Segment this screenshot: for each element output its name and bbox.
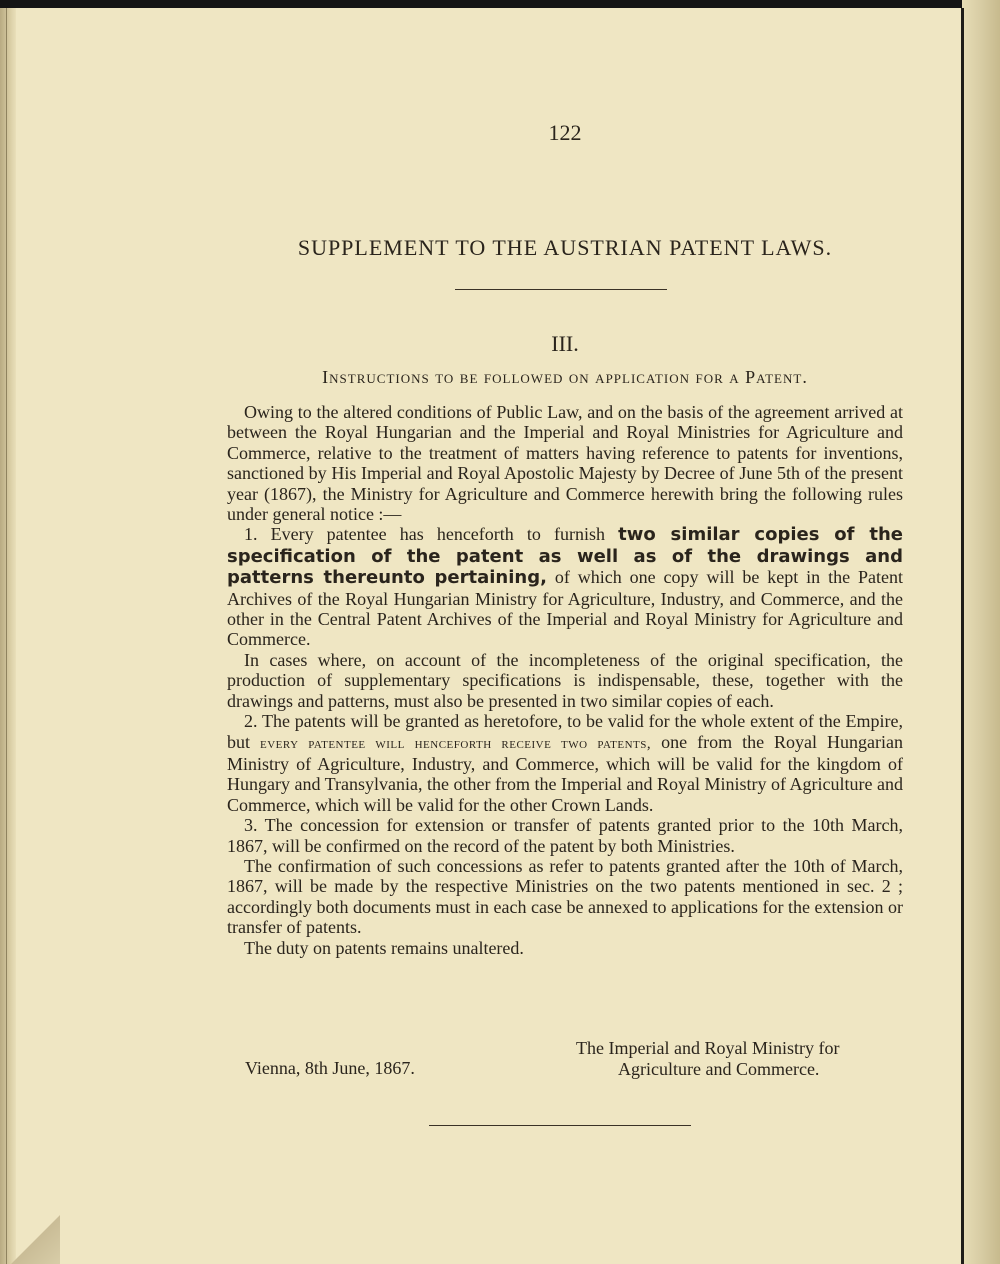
duty-note: The duty on patents remains unaltered. — [244, 937, 524, 958]
page-heading: SUPPLEMENT TO THE AUSTRIAN PATENT LAWS. — [297, 235, 833, 260]
rule-1-paragraph — [227, 524, 903, 649]
signature-line-1: The Imperial and Royal Ministry for — [576, 1038, 840, 1058]
place-and-date: Vienna, 8th June, 1867. — [245, 1058, 415, 1078]
rule-1-rest: of which one copy will be kept in the Patent Archives of the Royal Hungarian Ministry for Agriculture, Industry, and Commerce, and the other in the Central Patent Archives of the Imperial and Royal Ministry for Agriculture and Commerce. — [227, 567, 903, 650]
scan-right-edge — [962, 0, 1000, 1264]
rule-1-followup: In cases where, on account of the incompleteness of the original specification, the production of supplementary specifications is indispensable, these, together with the drawings and patterns, must also be presented in two similar copies of each. — [227, 649, 903, 711]
body-text — [227, 402, 903, 958]
rule-2-paragraph — [227, 711, 903, 815]
rule-1-lead: 1. Every patentee has henceforth to furnish — [244, 524, 619, 545]
rule-3-followup: The confirmation of such concessions as refer to patents granted after the 10th of March, 1867, will be made by the respective Ministries on the two patents mentioned in sec. 2 ; accordingly both documents must in each case be annexed to applications for the extension or transfer of patents. — [227, 855, 903, 938]
page-number: 122 — [548, 120, 582, 145]
signature-block — [576, 1038, 886, 1080]
rule-1-emphasis: two similar copies of the specification of the patent as well as of the drawings and patterns thereunto pertaining, — [227, 524, 903, 589]
scan-page-fold — [961, 8, 964, 1264]
section-subheading: Instructions to be followed on application for a Patent. — [322, 367, 808, 387]
rule-3-paragraph: 3. The concession for extension or transfer of patents granted prior to the 10th March, 1867, will be confirmed on the record of the patent by both Ministries. — [227, 815, 903, 856]
section-number: III. — [551, 331, 579, 356]
intro-paragraph: Owing to the altered conditions of Public Law, and on the basis of the agreement arrived at between the Royal Hungarian and the Imperial and Royal Ministries for Agriculture and Commerce, relative to the treatment of matters having reference to patents for inventions, sanctioned by His Imperial and Royal Apostolic Majesty by Decree of June 5th of the present year (1867), the Ministry for Agriculture and Commerce herewith bring the following rules under general notice :— — [227, 402, 903, 525]
page-corner-curl — [0, 1214, 60, 1264]
rule-2-rest: one from the Royal Hungarian Ministry of Agriculture, Industry, and Commerce, which will be valid for the kingdom of Hungary and Transylvania, the other from the Imperial and Royal Ministry of Agriculture and Commerce, which will be valid for the other Crown Lands. — [227, 731, 903, 815]
scan-left-line — [6, 8, 7, 1264]
scan-top-edge — [0, 0, 1000, 8]
closing-divider — [429, 1125, 691, 1126]
signature-line-2: Agriculture and Commerce. — [618, 1059, 820, 1079]
rule-2-lead: 2. The patents will be granted as heretofore, to be valid for the whole extent of the Empire, but — [227, 711, 903, 752]
heading-divider — [455, 289, 667, 290]
rule-2-emphasis: every patentee will henceforth receive two patents, — [259, 735, 652, 752]
scan-left-edge — [0, 8, 16, 1264]
